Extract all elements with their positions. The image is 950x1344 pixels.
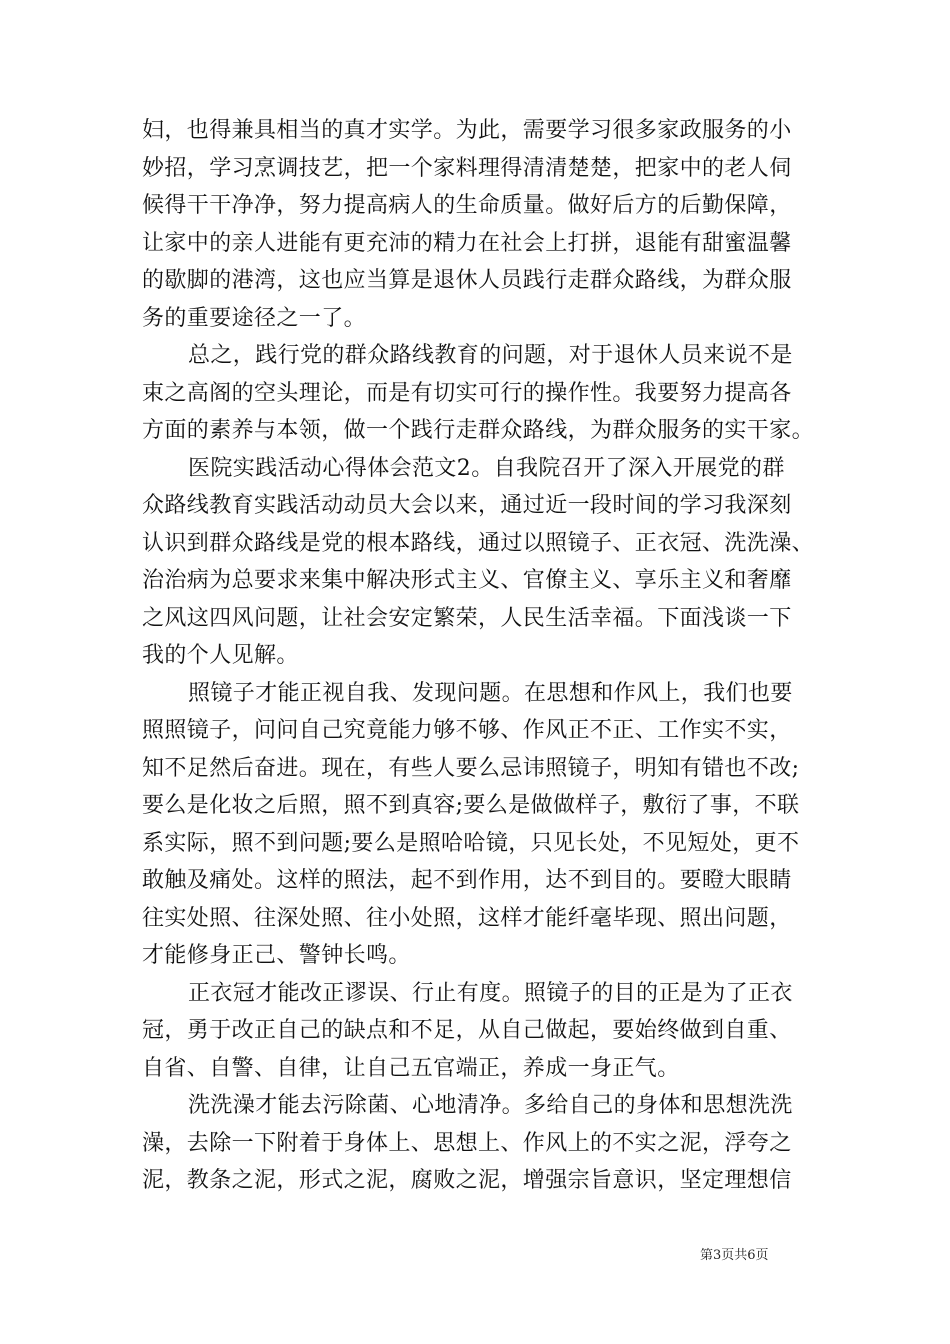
text-line: 澡，去除一下附着于身体上、思想上、作风上的不实之泥，浮夸之: [142, 1130, 792, 1156]
text-line: 务的重要途径之一了。: [142, 305, 367, 331]
paragraph-start-line: 总之，践行党的群众路线教育的问题，对于退休人员来说不是: [188, 343, 793, 368]
text-line: 要么是化妆之后照，照不到真容;要么是做做样子，敷衍了事，不联: [142, 793, 800, 818]
text-line: 泥，教条之泥，形式之泥，腐败之泥，增强宗旨意识，坚定理想信: [142, 1168, 792, 1193]
text-line: 众路线教育实践活动动员大会以来，通过近一段时间的学习我深刻: [142, 493, 792, 518]
document-body: [142, 112, 822, 1200]
text-line: 方面的素养与本领，做一个践行走群众路线，为群众服务的实干家。: [142, 418, 815, 443]
text-line: 候得干干净净，努力提高病人的生命质量。做好后方的后勤保障，: [142, 193, 792, 218]
text-line: 我的个人见解。: [142, 643, 299, 668]
text-line: 冠，勇于改正自己的缺点和不足，从自己做起，要始终做到自重、: [142, 1018, 792, 1043]
text-line: 妇，也得兼具相当的真才实学。为此，需要学习很多家政服务的小: [142, 118, 792, 143]
text-line: 让家中的亲人进能有更充沛的精力在社会上打拼，退能有甜蜜温馨: [142, 230, 792, 256]
paragraph-start-line: 医院实践活动心得体会范文2。自我院召开了深入开展党的群: [188, 455, 785, 481]
text-line: 系实际，照不到问题;要么是照哈哈镜，只见长处，不见短处，更不: [142, 830, 800, 856]
text-line: 才能修身正己、警钟长鸣。: [142, 943, 411, 968]
text-line: 治治病为总要求来集中解决形式主义、官僚主义、享乐主义和奢靡: [142, 568, 792, 593]
text-line: 知不足然后奋进。现在，有些人要么忌讳照镜子，明知有错也不改;: [142, 755, 800, 781]
paragraph-start-line: 洗洗澡才能去污除菌、心地清净。多给自己的身体和思想洗洗: [188, 1093, 793, 1118]
paragraph-start-line: 照镜子才能正视自我、发现问题。在思想和作风上，我们也要: [188, 680, 793, 706]
text-line: 认识到群众路线是党的根本路线，通过以照镜子、正衣冠、洗洗澡、: [142, 530, 815, 556]
text-line: 往实处照、往深处照、往小处照，这样才能纤毫毕现、照出问题，: [142, 905, 792, 931]
text-line: 束之高阁的空头理论，而是有切实可行的操作性。我要努力提高各: [142, 380, 792, 406]
paragraph-start-line: 正衣冠才能改正谬误、行止有度。照镜子的目的正是为了正衣: [188, 980, 793, 1006]
text-line: 敢触及痛处。这样的照法，起不到作用，达不到目的。要瞪大眼睛: [142, 868, 792, 893]
text-line: 妙招，学习烹调技艺，把一个家料理得清清楚楚，把家中的老人伺: [142, 155, 792, 181]
text-line: 的歇脚的港湾，这也应当算是退休人员践行走群众路线，为群众服: [142, 268, 792, 293]
text-line: 照照镜子，问问自己究竟能力够不够、作风正不正、工作实不实，: [142, 718, 792, 743]
page-number-footer: 第3页共6页: [700, 1248, 769, 1263]
text-line: 自省、自警、自律，让自己五官端正，养成一身正气。: [142, 1055, 680, 1081]
text-line: 之风这四风问题，让社会安定繁荣，人民生活幸福。下面浅谈一下: [142, 605, 792, 631]
